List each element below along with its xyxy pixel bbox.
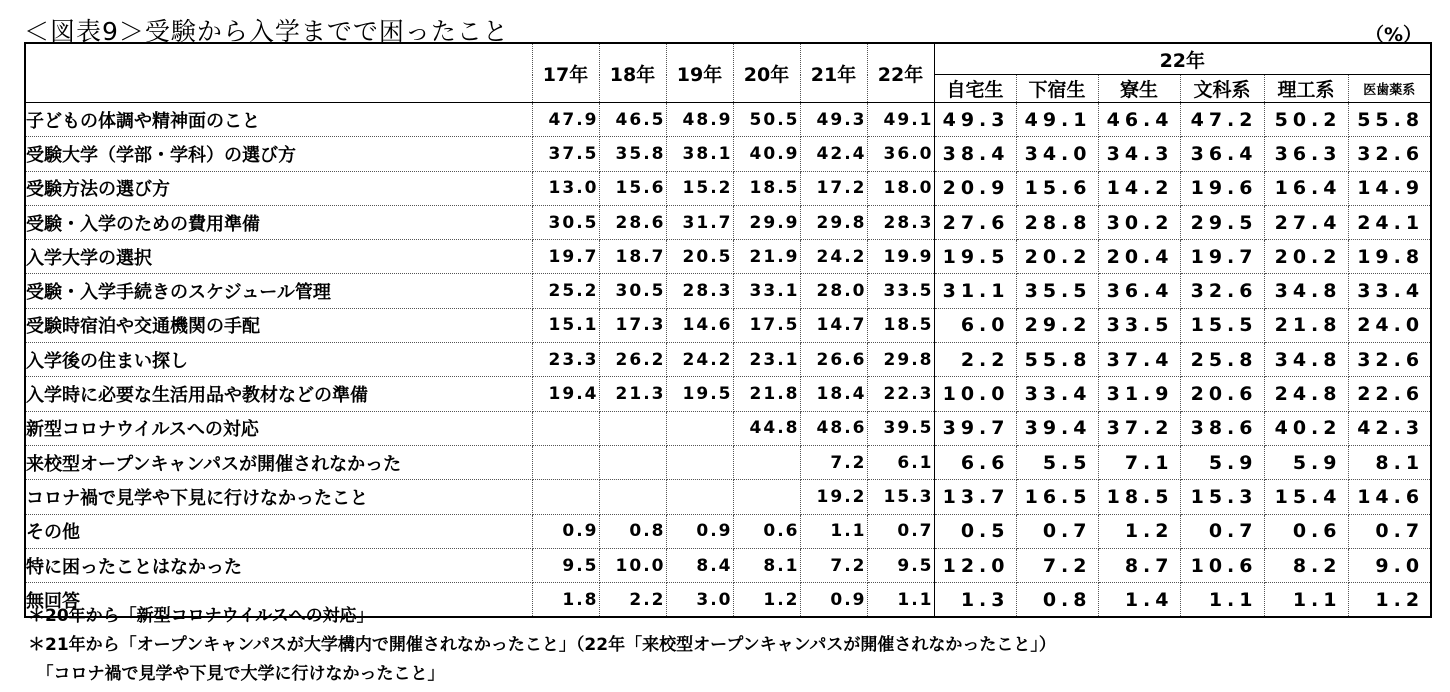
year-value-cell bbox=[733, 445, 800, 479]
table-row bbox=[25, 308, 1431, 342]
subgroup-value-cell: 33.4 bbox=[1016, 377, 1098, 411]
year-value-cell: 25.2 bbox=[532, 274, 599, 308]
table-row bbox=[25, 240, 1431, 274]
year-value-cell: 7.2 bbox=[800, 445, 867, 479]
header-blank bbox=[25, 43, 532, 103]
year-value-cell: 20.5 bbox=[666, 240, 733, 274]
year-value-cell: 8.4 bbox=[666, 548, 733, 582]
year-value-cell bbox=[666, 445, 733, 479]
year-header: 21年 bbox=[800, 43, 867, 103]
table-row bbox=[25, 445, 1431, 479]
subgroup-value-cell: 38.4 bbox=[934, 137, 1016, 171]
subgroup-value-cell: 0.7 bbox=[1016, 514, 1098, 548]
subgroup-value-cell: 16.5 bbox=[1016, 480, 1098, 514]
subgroup-value-cell: 27.6 bbox=[934, 205, 1016, 239]
subgroup-value-cell: 8.1 bbox=[1348, 445, 1431, 479]
year-value-cell bbox=[733, 480, 800, 514]
subgroup-value-cell: 36.3 bbox=[1264, 137, 1348, 171]
table-row bbox=[25, 411, 1431, 445]
subgroup-value-cell: 36.4 bbox=[1098, 274, 1180, 308]
year-value-cell: 13.0 bbox=[532, 171, 599, 205]
subgroup-value-cell: 0.5 bbox=[934, 514, 1016, 548]
year-value-cell: 42.4 bbox=[800, 137, 867, 171]
subgroup-value-cell: 1.1 bbox=[1180, 583, 1264, 618]
year-value-cell: 2.2 bbox=[599, 583, 666, 618]
year-value-cell: 24.2 bbox=[666, 343, 733, 377]
subgroup-value-cell: 14.9 bbox=[1348, 171, 1431, 205]
subgroup-value-cell: 9.0 bbox=[1348, 548, 1431, 582]
subgroup-value-cell: 50.2 bbox=[1264, 103, 1348, 137]
row-label: その他 bbox=[25, 514, 532, 548]
subgroup-value-cell: 5.9 bbox=[1180, 445, 1264, 479]
subgroup-value-cell: 34.3 bbox=[1098, 137, 1180, 171]
year-value-cell: 17.5 bbox=[733, 308, 800, 342]
year-value-cell: 0.6 bbox=[733, 514, 800, 548]
row-label: 特に困ったことはなかった bbox=[25, 548, 532, 582]
subgroup-value-cell: 24.1 bbox=[1348, 205, 1431, 239]
year-value-cell: 18.7 bbox=[599, 240, 666, 274]
year-value-cell: 28.0 bbox=[800, 274, 867, 308]
row-label: 受験時宿泊や交通機関の手配 bbox=[25, 308, 532, 342]
subgroup-value-cell: 1.4 bbox=[1098, 583, 1180, 618]
year-value-cell: 6.1 bbox=[867, 445, 934, 479]
year-value-cell: 0.9 bbox=[800, 583, 867, 618]
year-value-cell: 23.3 bbox=[532, 343, 599, 377]
subgroup-value-cell: 0.7 bbox=[1180, 514, 1264, 548]
subgroup-value-cell: 20.6 bbox=[1180, 377, 1264, 411]
year-value-cell: 17.2 bbox=[800, 171, 867, 205]
unit-label: （%） bbox=[1364, 24, 1422, 46]
subgroup-value-cell: 7.1 bbox=[1098, 445, 1180, 479]
subgroup-value-cell: 29.5 bbox=[1180, 205, 1264, 239]
year-value-cell: 15.1 bbox=[532, 308, 599, 342]
year-value-cell: 44.8 bbox=[733, 411, 800, 445]
table-row bbox=[25, 343, 1431, 377]
year-value-cell: 22.3 bbox=[867, 377, 934, 411]
year-value-cell: 28.3 bbox=[867, 205, 934, 239]
year-header: 18年 bbox=[599, 43, 666, 103]
subgroup-value-cell: 37.2 bbox=[1098, 411, 1180, 445]
year-value-cell: 18.0 bbox=[867, 171, 934, 205]
year-value-cell: 9.5 bbox=[867, 548, 934, 582]
subgroup-value-cell: 28.8 bbox=[1016, 205, 1098, 239]
year-header: 19年 bbox=[666, 43, 733, 103]
year-value-cell: 48.9 bbox=[666, 103, 733, 137]
year-value-cell: 19.7 bbox=[532, 240, 599, 274]
year-value-cell: 15.6 bbox=[599, 171, 666, 205]
year-value-cell bbox=[599, 480, 666, 514]
notes bbox=[28, 602, 1056, 689]
subgroup-value-cell: 39.7 bbox=[934, 411, 1016, 445]
year-value-cell: 21.8 bbox=[733, 377, 800, 411]
year-value-cell: 21.3 bbox=[599, 377, 666, 411]
table-row bbox=[25, 377, 1431, 411]
subgroup-value-cell: 39.4 bbox=[1016, 411, 1098, 445]
row-label: 入学後の住まい探し bbox=[25, 343, 532, 377]
subgroup-value-cell: 8.2 bbox=[1264, 548, 1348, 582]
subgroup-value-cell: 5.9 bbox=[1264, 445, 1348, 479]
subgroup-value-cell: 55.8 bbox=[1348, 103, 1431, 137]
subgroup-value-cell: 2.2 bbox=[934, 343, 1016, 377]
year-value-cell: 26.6 bbox=[800, 343, 867, 377]
year-value-cell: 1.8 bbox=[532, 583, 599, 618]
year-value-cell: 18.4 bbox=[800, 377, 867, 411]
year-value-cell: 15.3 bbox=[867, 480, 934, 514]
subgroup-value-cell: 13.7 bbox=[934, 480, 1016, 514]
row-label: コロナ禍で見学や下見に行けなかったこと bbox=[25, 480, 532, 514]
year-value-cell: 19.4 bbox=[532, 377, 599, 411]
survey-table bbox=[24, 42, 1432, 618]
subgroup-value-cell: 20.2 bbox=[1016, 240, 1098, 274]
subgroup-value-cell: 46.4 bbox=[1098, 103, 1180, 137]
subgroup-value-cell: 10.0 bbox=[934, 377, 1016, 411]
year-value-cell: 37.5 bbox=[532, 137, 599, 171]
table-row bbox=[25, 274, 1431, 308]
subgroup-value-cell: 5.5 bbox=[1016, 445, 1098, 479]
year-value-cell: 29.8 bbox=[800, 205, 867, 239]
title-bar bbox=[24, 8, 1430, 46]
year-value-cell: 28.6 bbox=[599, 205, 666, 239]
year-value-cell: 15.2 bbox=[666, 171, 733, 205]
subgroup-value-cell: 34.0 bbox=[1016, 137, 1098, 171]
year-value-cell: 8.1 bbox=[733, 548, 800, 582]
year-value-cell: 29.9 bbox=[733, 205, 800, 239]
row-label: 無回答 bbox=[25, 583, 532, 618]
table-row bbox=[25, 103, 1431, 137]
year-value-cell: 30.5 bbox=[599, 274, 666, 308]
subgroup-value-cell: 55.8 bbox=[1016, 343, 1098, 377]
table-row bbox=[25, 137, 1431, 171]
year-value-cell: 0.9 bbox=[532, 514, 599, 548]
subgroup-value-cell: 6.6 bbox=[934, 445, 1016, 479]
subgroup-value-cell: 37.4 bbox=[1098, 343, 1180, 377]
year-value-cell: 21.9 bbox=[733, 240, 800, 274]
table-row bbox=[25, 548, 1431, 582]
year-value-cell: 14.7 bbox=[800, 308, 867, 342]
table-row bbox=[25, 205, 1431, 239]
year-value-cell: 39.5 bbox=[867, 411, 934, 445]
subgroup-value-cell: 12.0 bbox=[934, 548, 1016, 582]
year-header: 20年 bbox=[733, 43, 800, 103]
year-value-cell: 30.5 bbox=[532, 205, 599, 239]
year-value-cell: 3.0 bbox=[666, 583, 733, 618]
subgroup-value-cell: 35.5 bbox=[1016, 274, 1098, 308]
subgroup-value-cell: 33.5 bbox=[1098, 308, 1180, 342]
year-value-cell: 0.8 bbox=[599, 514, 666, 548]
subgroup-value-cell: 31.1 bbox=[934, 274, 1016, 308]
year-value-cell: 38.1 bbox=[666, 137, 733, 171]
subgroup-value-cell: 29.2 bbox=[1016, 308, 1098, 342]
year-value-cell: 35.8 bbox=[599, 137, 666, 171]
page-title: ＜図表9＞受験から入学までで困ったこと bbox=[24, 17, 509, 46]
subgroup-value-cell: 32.6 bbox=[1348, 137, 1431, 171]
year-value-cell: 0.9 bbox=[666, 514, 733, 548]
table-row bbox=[25, 480, 1431, 514]
subgroup-value-cell: 15.3 bbox=[1180, 480, 1264, 514]
subgroup-value-cell: 20.2 bbox=[1264, 240, 1348, 274]
year-value-cell: 40.9 bbox=[733, 137, 800, 171]
subgroup-value-cell: 15.6 bbox=[1016, 171, 1098, 205]
sub-header: 理工系 bbox=[1264, 75, 1348, 103]
year-value-cell: 36.0 bbox=[867, 137, 934, 171]
table-body bbox=[25, 103, 1431, 618]
subgroup-value-cell: 31.9 bbox=[1098, 377, 1180, 411]
row-label: 受験大学（学部・学科）の選び方 bbox=[25, 137, 532, 171]
row-label: 来校型オープンキャンパスが開催されなかった bbox=[25, 445, 532, 479]
year-value-cell: 18.5 bbox=[867, 308, 934, 342]
note: ＊20年から「新型コロナウイルスへの対応」 bbox=[28, 606, 374, 626]
year-value-cell bbox=[532, 411, 599, 445]
subgroup-value-cell: 0.6 bbox=[1264, 514, 1348, 548]
subgroup-value-cell: 1.3 bbox=[934, 583, 1016, 618]
subgroup-value-cell: 19.5 bbox=[934, 240, 1016, 274]
row-label: 受験・入学手続きのスケジュール管理 bbox=[25, 274, 532, 308]
year-value-cell: 33.5 bbox=[867, 274, 934, 308]
year-value-cell bbox=[599, 445, 666, 479]
subgroup-value-cell: 1.1 bbox=[1264, 583, 1348, 618]
year-value-cell: 19.5 bbox=[666, 377, 733, 411]
row-label: 受験・入学のための費用準備 bbox=[25, 205, 532, 239]
subgroup-value-cell: 49.3 bbox=[934, 103, 1016, 137]
row-label: 子どもの体調や精神面のこと bbox=[25, 103, 532, 137]
subgroup-value-cell: 47.2 bbox=[1180, 103, 1264, 137]
sub-header: 下宿生 bbox=[1016, 75, 1098, 103]
year-value-cell: 10.0 bbox=[599, 548, 666, 582]
year-value-cell: 9.5 bbox=[532, 548, 599, 582]
table-row bbox=[25, 514, 1431, 548]
note: 「コロナ禍で見学や下見で大学に行けなかったこと」 bbox=[28, 664, 445, 684]
row-label: 入学時に必要な生活用品や教材などの準備 bbox=[25, 377, 532, 411]
row-label: 新型コロナウイルスへの対応 bbox=[25, 411, 532, 445]
subgroup-value-cell: 42.3 bbox=[1348, 411, 1431, 445]
year-value-cell: 47.9 bbox=[532, 103, 599, 137]
subgroup-value-cell: 32.6 bbox=[1180, 274, 1264, 308]
sub-header: 文科系 bbox=[1180, 75, 1264, 103]
subgroup-value-cell: 19.6 bbox=[1180, 171, 1264, 205]
subgroup-value-cell: 49.1 bbox=[1016, 103, 1098, 137]
year-value-cell: 23.1 bbox=[733, 343, 800, 377]
table-row bbox=[25, 171, 1431, 205]
year-value-cell: 17.3 bbox=[599, 308, 666, 342]
subgroup-value-cell: 15.4 bbox=[1264, 480, 1348, 514]
year-value-cell: 50.5 bbox=[733, 103, 800, 137]
group-header: 22年 bbox=[934, 43, 1431, 75]
sub-header: 医歯薬系 bbox=[1348, 75, 1431, 103]
year-value-cell: 1.2 bbox=[733, 583, 800, 618]
subgroup-value-cell: 38.6 bbox=[1180, 411, 1264, 445]
subgroup-value-cell: 19.8 bbox=[1348, 240, 1431, 274]
year-value-cell bbox=[532, 445, 599, 479]
subgroup-value-cell: 24.0 bbox=[1348, 308, 1431, 342]
year-value-cell: 1.1 bbox=[800, 514, 867, 548]
year-value-cell: 19.9 bbox=[867, 240, 934, 274]
year-value-cell bbox=[532, 480, 599, 514]
subgroup-value-cell: 36.4 bbox=[1180, 137, 1264, 171]
year-value-cell: 31.7 bbox=[666, 205, 733, 239]
subgroup-value-cell: 0.8 bbox=[1016, 583, 1098, 618]
year-value-cell: 28.3 bbox=[666, 274, 733, 308]
year-value-cell: 46.5 bbox=[599, 103, 666, 137]
year-value-cell bbox=[666, 411, 733, 445]
year-value-cell: 48.6 bbox=[800, 411, 867, 445]
subgroup-value-cell: 30.2 bbox=[1098, 205, 1180, 239]
subgroup-value-cell: 8.7 bbox=[1098, 548, 1180, 582]
year-value-cell: 18.5 bbox=[733, 171, 800, 205]
year-value-cell: 33.1 bbox=[733, 274, 800, 308]
subgroup-value-cell: 24.8 bbox=[1264, 377, 1348, 411]
year-value-cell: 29.8 bbox=[867, 343, 934, 377]
subgroup-value-cell: 21.8 bbox=[1264, 308, 1348, 342]
subgroup-value-cell: 20.9 bbox=[934, 171, 1016, 205]
year-header: 17年 bbox=[532, 43, 599, 103]
subgroup-value-cell: 34.8 bbox=[1264, 343, 1348, 377]
year-value-cell bbox=[666, 480, 733, 514]
sub-header: 寮生 bbox=[1098, 75, 1180, 103]
note: ＊21年から「オープンキャンパスが大学構内で開催されなかったこと」（22年「来校型オープンキャンパスが開催されなかったこと」） bbox=[28, 635, 1056, 655]
subgroup-value-cell: 0.7 bbox=[1348, 514, 1431, 548]
subgroup-value-cell: 33.4 bbox=[1348, 274, 1431, 308]
year-value-cell bbox=[599, 411, 666, 445]
sub-header: 自宅生 bbox=[934, 75, 1016, 103]
year-value-cell: 1.1 bbox=[867, 583, 934, 618]
subgroup-value-cell: 6.0 bbox=[934, 308, 1016, 342]
subgroup-value-cell: 19.7 bbox=[1180, 240, 1264, 274]
year-value-cell: 7.2 bbox=[800, 548, 867, 582]
subgroup-value-cell: 32.6 bbox=[1348, 343, 1431, 377]
subgroup-value-cell: 14.2 bbox=[1098, 171, 1180, 205]
year-value-cell: 0.7 bbox=[867, 514, 934, 548]
subgroup-value-cell: 7.2 bbox=[1016, 548, 1098, 582]
subgroup-value-cell: 22.6 bbox=[1348, 377, 1431, 411]
subgroup-value-cell: 20.4 bbox=[1098, 240, 1180, 274]
year-value-cell: 24.2 bbox=[800, 240, 867, 274]
year-header: 22年 bbox=[867, 43, 934, 103]
subgroup-value-cell: 1.2 bbox=[1098, 514, 1180, 548]
year-value-cell: 49.1 bbox=[867, 103, 934, 137]
year-value-cell: 14.6 bbox=[666, 308, 733, 342]
subgroup-value-cell: 1.2 bbox=[1348, 583, 1431, 618]
row-label: 受験方法の選び方 bbox=[25, 171, 532, 205]
row-label: 入学大学の選択 bbox=[25, 240, 532, 274]
subgroup-value-cell: 16.4 bbox=[1264, 171, 1348, 205]
year-value-cell: 26.2 bbox=[599, 343, 666, 377]
subgroup-value-cell: 40.2 bbox=[1264, 411, 1348, 445]
subgroup-value-cell: 34.8 bbox=[1264, 274, 1348, 308]
subgroup-value-cell: 14.6 bbox=[1348, 480, 1431, 514]
subgroup-value-cell: 18.5 bbox=[1098, 480, 1180, 514]
year-value-cell: 49.3 bbox=[800, 103, 867, 137]
subgroup-value-cell: 15.5 bbox=[1180, 308, 1264, 342]
year-value-cell: 19.2 bbox=[800, 480, 867, 514]
subgroup-value-cell: 25.8 bbox=[1180, 343, 1264, 377]
subgroup-value-cell: 27.4 bbox=[1264, 205, 1348, 239]
subgroup-value-cell: 10.6 bbox=[1180, 548, 1264, 582]
